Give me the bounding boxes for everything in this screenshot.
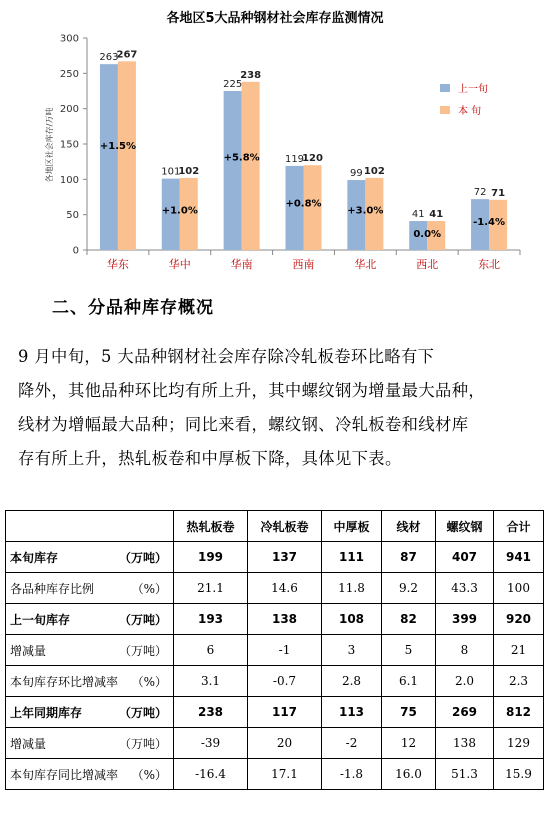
summary-paragraph — [18, 340, 540, 476]
paragraph-line: 存有所上升，热轧板卷和中厚板下降，具体见下表。 — [18, 449, 402, 468]
table-cell: 269 — [436, 697, 494, 728]
table-cell: 920 — [494, 604, 544, 635]
category-label: 华东 — [106, 258, 129, 271]
table-cell: 2.8 — [322, 666, 382, 697]
table-cell: -2 — [322, 728, 382, 759]
table-cell: 113 — [322, 697, 382, 728]
table-row — [6, 666, 544, 697]
table-cell: 82 — [382, 604, 436, 635]
table-cell: 43.3 — [436, 573, 494, 604]
table-row — [6, 542, 544, 573]
table-cell: 16.0 — [382, 759, 436, 790]
table-cell: 87 — [382, 542, 436, 573]
chart-title: 各地区5大品种钢材社会库存监测情况 — [166, 11, 384, 26]
bar-previous — [100, 64, 118, 250]
row-label-cell — [6, 697, 174, 728]
data-label-current: 102 — [178, 165, 200, 177]
table-cell: 399 — [436, 604, 494, 635]
table-cell: 51.3 — [436, 759, 494, 790]
table-cell: 20 — [248, 728, 322, 759]
row-unit: （%） — [131, 581, 167, 596]
bar-current — [118, 61, 136, 250]
table-cell: 117 — [248, 697, 322, 728]
data-label-previous: 41 — [411, 209, 425, 221]
legend-label-previous: 上一旬 — [458, 84, 488, 95]
inventory-table — [5, 510, 544, 790]
row-unit: （%） — [131, 767, 167, 782]
change-label: +1.0% — [161, 205, 198, 217]
change-label: +5.8% — [223, 152, 260, 164]
table-cell: -39 — [174, 728, 248, 759]
column-header: 冷轧板卷 — [248, 511, 322, 542]
table-cell: 11.8 — [322, 573, 382, 604]
table-cell: 3 — [322, 635, 382, 666]
table-cell: 2.0 — [436, 666, 494, 697]
table-cell: 941 — [494, 542, 544, 573]
section-heading: 二、分品种库存概况 — [52, 298, 214, 318]
row-label-cell — [6, 728, 174, 759]
table-cell: 137 — [248, 542, 322, 573]
table-cell: 21.1 — [174, 573, 248, 604]
table-cell: 238 — [174, 697, 248, 728]
change-label: +3.0% — [347, 205, 384, 217]
y-tick-label: 200 — [59, 104, 79, 116]
row-label: 本旬库存同比增减率 — [10, 767, 119, 782]
table-cell: 138 — [436, 728, 494, 759]
bar-previous — [224, 91, 242, 250]
y-axis-label: 各地区社会库存/万吨 — [45, 107, 54, 183]
data-label-current: 267 — [116, 49, 138, 61]
table-cell: 15.9 — [494, 759, 544, 790]
row-unit: （%） — [131, 674, 167, 689]
row-unit: （万吨） — [118, 736, 167, 751]
row-label-cell — [6, 759, 174, 790]
category-label: 华中 — [168, 258, 191, 271]
y-tick-label: 50 — [66, 210, 79, 222]
table-cell: 193 — [174, 604, 248, 635]
table-cell: 8 — [436, 635, 494, 666]
y-tick-label: 100 — [59, 174, 79, 186]
table-row — [6, 573, 544, 604]
table-cell: 12 — [382, 728, 436, 759]
data-label-current: 41 — [429, 209, 444, 221]
table-cell: 812 — [494, 697, 544, 728]
table-cell: 5 — [382, 635, 436, 666]
row-label: 增减量 — [10, 643, 47, 658]
data-label-current: 120 — [302, 153, 323, 165]
regional-inventory-chart — [0, 0, 550, 285]
legend-swatch-previous — [440, 84, 450, 92]
row-label: 本旬库存 — [10, 550, 59, 565]
row-unit: （万吨） — [118, 705, 167, 720]
paragraph-line: 降外，其他品种环比均有所上升，其中螺纹钢为增量最大品种， — [18, 381, 486, 400]
category-label: 华南 — [230, 258, 253, 271]
row-unit: （万吨） — [118, 550, 167, 565]
data-label-current: 71 — [491, 187, 506, 199]
category-label: 华北 — [354, 258, 377, 271]
row-label-cell — [6, 604, 174, 635]
legend-swatch-current — [440, 106, 450, 114]
data-label-previous: 225 — [223, 79, 243, 90]
row-label: 增减量 — [10, 736, 47, 751]
row-label: 上年同期库存 — [10, 705, 83, 720]
change-label: +1.5% — [99, 141, 136, 153]
change-label: 0.0% — [413, 229, 442, 241]
row-label: 上一旬库存 — [10, 612, 71, 627]
data-label-current: 102 — [363, 165, 385, 177]
table-cell: 17.1 — [248, 759, 322, 790]
table-cell: 407 — [436, 542, 494, 573]
y-tick-label: 0 — [72, 245, 79, 257]
row-unit: （万吨） — [118, 643, 167, 658]
row-label: 本旬库存环比增减率 — [10, 674, 119, 689]
legend-label-current: 本 旬 — [458, 106, 482, 117]
row-unit: （万吨） — [118, 612, 167, 627]
table-row — [6, 759, 544, 790]
row-label: 各品种库存比例 — [10, 581, 95, 596]
data-label-previous: 72 — [473, 187, 487, 199]
column-header: 合计 — [494, 511, 544, 542]
table-header-row — [6, 511, 544, 542]
y-tick-label: 150 — [59, 139, 79, 151]
category-label: 西北 — [416, 258, 439, 271]
category-label: 东北 — [478, 258, 501, 271]
data-label-previous: 99 — [349, 168, 363, 180]
data-label-previous: 101 — [161, 166, 181, 178]
column-header: 热轧板卷 — [174, 511, 248, 542]
data-label-previous: 119 — [284, 153, 305, 165]
table-cell: 3.1 — [174, 666, 248, 697]
table-cell: 9.2 — [382, 573, 436, 604]
table-row — [6, 604, 544, 635]
paragraph-line: 9 月中旬，5 大品种钢材社会库存除冷轧板卷环比略有下 — [18, 347, 435, 366]
row-label-cell — [6, 542, 174, 573]
table-row — [6, 635, 544, 666]
bar-current — [242, 82, 260, 250]
table-cell: -1.8 — [322, 759, 382, 790]
category-label: 西南 — [292, 258, 315, 271]
data-label-current: 238 — [240, 69, 262, 81]
table-row — [6, 697, 544, 728]
table-cell: 6 — [174, 635, 248, 666]
table-row — [6, 728, 544, 759]
change-label: -1.4% — [473, 217, 506, 229]
table-cell: 199 — [174, 542, 248, 573]
column-header: 螺纹钢 — [436, 511, 494, 542]
table-cell: -0.7 — [248, 666, 322, 697]
row-label-cell — [6, 635, 174, 666]
row-label-cell — [6, 666, 174, 697]
table-cell: -16.4 — [174, 759, 248, 790]
row-label-cell — [6, 573, 174, 604]
column-header: 中厚板 — [322, 511, 382, 542]
header-corner-cell — [6, 511, 174, 542]
table-cell: -1 — [248, 635, 322, 666]
y-tick-label: 300 — [59, 33, 79, 45]
table-cell: 129 — [494, 728, 544, 759]
table-cell: 111 — [322, 542, 382, 573]
table-cell: 14.6 — [248, 573, 322, 604]
table-cell: 138 — [248, 604, 322, 635]
table-cell: 100 — [494, 573, 544, 604]
column-header: 线材 — [382, 511, 436, 542]
data-label-previous: 263 — [99, 52, 119, 64]
chart-canvas — [0, 0, 550, 285]
change-label: +0.8% — [285, 198, 322, 210]
table-cell: 21 — [494, 635, 544, 666]
table-cell: 6.1 — [382, 666, 436, 697]
y-tick-label: 250 — [59, 68, 79, 80]
table-cell: 108 — [322, 604, 382, 635]
paragraph-line: 线材为增幅最大品种；同比来看，螺纹钢、冷轧板卷和线材库 — [18, 415, 469, 434]
table-cell: 2.3 — [494, 666, 544, 697]
table-cell: 75 — [382, 697, 436, 728]
